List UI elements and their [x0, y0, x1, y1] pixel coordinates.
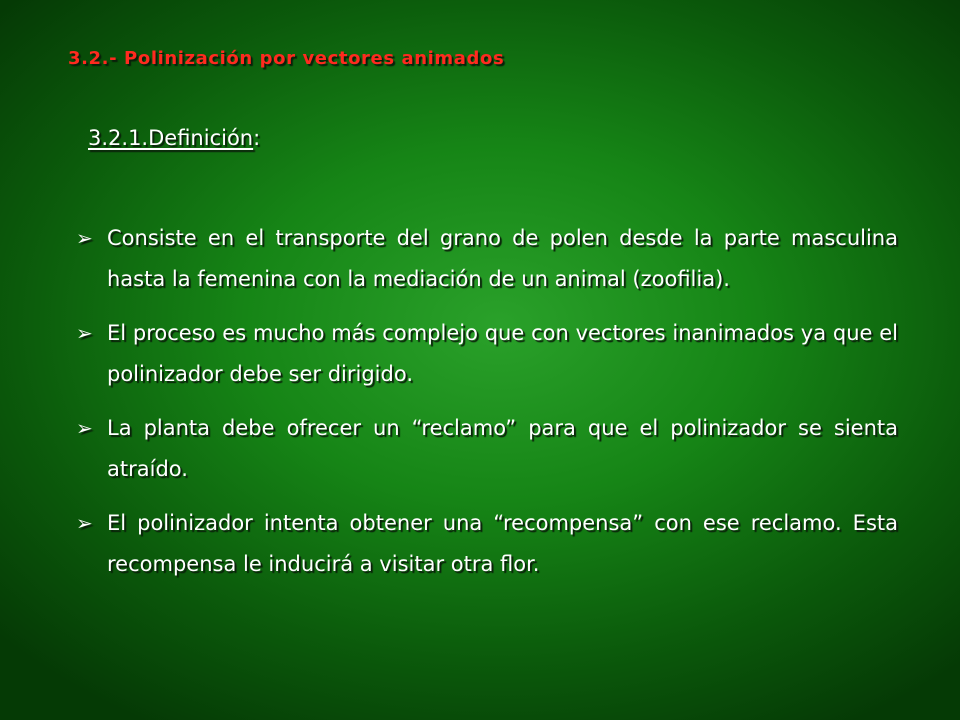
- bullet-text: La planta debe ofrecer un “reclamo” para que el polinizador se sienta atraído.: [107, 416, 898, 481]
- section-title: 3.2.- Polinización por vectores animados: [68, 48, 505, 69]
- subtitle-suffix: :: [253, 126, 261, 150]
- arrow-bullet-icon: ➢: [76, 511, 93, 535]
- bullet-item: [72, 218, 898, 300]
- subtitle: [88, 126, 260, 150]
- bullet-list: [72, 218, 898, 598]
- arrow-bullet-icon: ➢: [76, 321, 93, 345]
- bullet-item: [72, 313, 898, 395]
- bullet-text: El polinizador intenta obtener una “recompensa” con ese reclamo. Esta recompensa le inducirá a visitar otra flor.: [107, 511, 898, 576]
- bullet-item: [72, 503, 898, 585]
- arrow-bullet-icon: ➢: [76, 226, 93, 250]
- subtitle-text: 3.2.1.Definición: [88, 126, 254, 150]
- arrow-bullet-icon: ➢: [76, 416, 93, 440]
- bullet-text: El proceso es mucho más complejo que con vectores inanimados ya que el polinizador debe ser dirigido.: [107, 321, 898, 386]
- bullet-item: [72, 408, 898, 490]
- bullet-text: Consiste en el transporte del grano de polen desde la parte masculina hasta la femenina con la mediación de un animal (zoofilia).: [107, 226, 898, 291]
